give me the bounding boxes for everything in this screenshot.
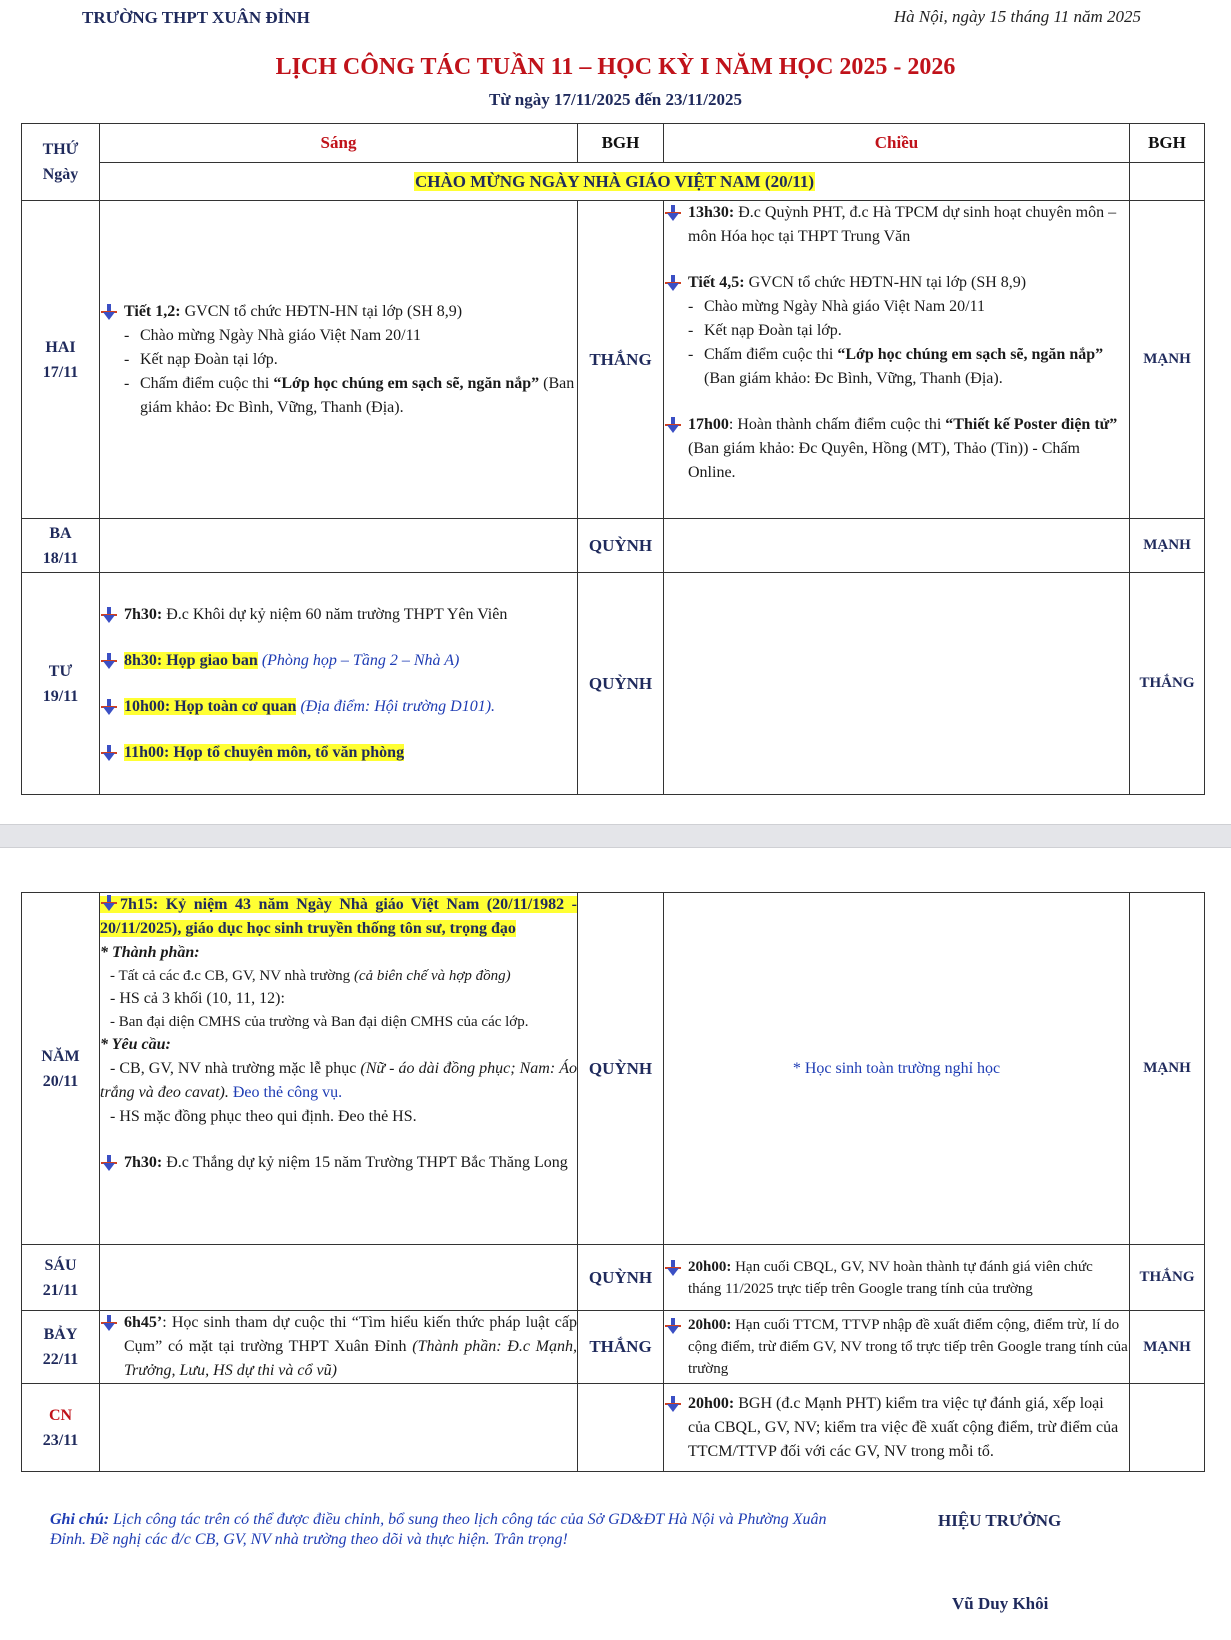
list-item: 6h45’: Học sinh tham dự cuộc thi “Tìm hiểu kiến thức pháp luật cấp Cụm” có mặt tại trường THPT Xuân Đỉnh (Thành phần: Đ.c Mạnh, Trưởng, Lưu, HS dự thi và cổ vũ) bbox=[100, 1311, 577, 1383]
celebration-banner: CHÀO MỪNG NGÀY NHÀ GIÁO VIỆT NAM (20/11) bbox=[100, 163, 1130, 201]
schedule-table-part1 bbox=[21, 123, 1205, 795]
arrow-down-bullet-icon bbox=[664, 416, 682, 434]
arrow-down-bullet-icon bbox=[100, 894, 118, 912]
bgh-afternoon-hai: MẠNH bbox=[1130, 201, 1205, 519]
morning-bay bbox=[100, 1311, 578, 1384]
morning-tu bbox=[100, 573, 578, 795]
row-hai bbox=[22, 201, 1205, 519]
list-item: 7h30: Đ.c Khôi dự kỷ niệm 60 năm trường THPT Yên Viên bbox=[100, 603, 577, 627]
row-tu bbox=[22, 573, 1205, 795]
day-cell-cn: CN 23/11 bbox=[22, 1384, 100, 1472]
header-thu-ngay bbox=[22, 124, 100, 201]
afternoon-nam: * Học sinh toàn trường nghỉ học bbox=[664, 893, 1130, 1245]
arrow-down-bullet-icon bbox=[664, 1395, 682, 1413]
header-chieu: Chiều bbox=[664, 124, 1130, 163]
sub-item: - Chấm điểm cuộc thi “Lớp học chúng em sạch sẽ, ngăn nắp” (Ban giám khảo: Đc Bình, Vững, Thanh (Địa). bbox=[124, 374, 575, 416]
bgh-morning-hai: THẮNG bbox=[578, 201, 664, 519]
bgh-afternoon-nam: MẠNH bbox=[1130, 893, 1205, 1245]
afternoon-tu bbox=[664, 573, 1130, 795]
arrow-down-bullet-icon bbox=[100, 698, 118, 716]
page-break-separator bbox=[0, 824, 1231, 848]
header-thu: THỨ bbox=[42, 141, 79, 158]
arrow-down-bullet-icon bbox=[100, 606, 118, 624]
date-range: Từ ngày 17/11/2025 đến 23/11/2025 bbox=[489, 90, 742, 109]
sub-item: - Chào mừng Ngày Nhà giáo Việt Nam 20/11 bbox=[688, 298, 985, 315]
arrow-down-bullet-icon bbox=[100, 1154, 118, 1172]
schedule-table-part2 bbox=[21, 892, 1205, 1472]
bgh-afternoon-cn bbox=[1130, 1384, 1205, 1472]
list-item: 20h00: Hạn cuối CBQL, GV, NV hoàn thành tự đánh giá viên chức tháng 11/2025 trực tiếp trên Google trang tính của trường bbox=[664, 1256, 1129, 1300]
row-bay bbox=[22, 1311, 1205, 1384]
signature-title: HIỆU TRƯỞNG bbox=[938, 1511, 1062, 1530]
footer-note: Ghi chú: Lịch công tác trên có thể được điều chỉnh, bổ sung theo lịch công tác của Sở GD&ĐT Hà Nội và Phường Xuân Đỉnh. Đề nghị các đ/c CB, GV, NV nhà trường theo dõi và thực hiện. Trân trọng! bbox=[50, 1511, 827, 1548]
sub-item: - Kết nạp Đoàn tại lớp. bbox=[124, 350, 278, 368]
afternoon-bay bbox=[664, 1311, 1130, 1384]
school-name: TRƯỜNG THPT XUÂN ĐỈNH bbox=[82, 8, 310, 27]
arrow-down-bullet-icon bbox=[664, 1317, 682, 1335]
bgh-afternoon-ba: MẠNH bbox=[1130, 519, 1205, 573]
bgh-morning-cn bbox=[578, 1384, 664, 1472]
bgh-afternoon-tu: THẮNG bbox=[1130, 573, 1205, 795]
list-item: 20h00: Hạn cuối TTCM, TTVP nhập đề xuất điểm cộng, điểm trừ, lí do cộng điểm, trừ điểm GV, NV trong tổ trực tiếp trên Google trang tính của trường bbox=[664, 1314, 1129, 1380]
bgh-morning-sau: QUỲNH bbox=[578, 1245, 664, 1311]
signature-name: Vũ Duy Khôi bbox=[952, 1594, 1049, 1613]
afternoon-ba bbox=[664, 519, 1130, 573]
list-item: 10h00: Họp toàn cơ quan (Địa điểm: Hội trường D101). bbox=[100, 695, 577, 719]
sub-item: - Kết nạp Đoàn tại lớp. bbox=[688, 322, 842, 339]
header-bgh-sang: BGH bbox=[578, 124, 664, 163]
bgh-morning-nam: QUỲNH bbox=[578, 893, 664, 1245]
issue-date: Hà Nội, ngày 15 tháng 11 năm 2025 bbox=[893, 7, 1141, 26]
list-item: 20h00: BGH (đ.c Mạnh PHT) kiểm tra việc tự đánh giá, xếp loại của CBQL, GV, NV; kiểm tra việc đề xuất cộng điểm, trừ điểm của TTCM/TTVP đối với các GV, NV trong mỗi tổ. bbox=[664, 1392, 1129, 1464]
bgh-morning-tu: QUỲNH bbox=[578, 573, 664, 795]
bgh-afternoon-sau: THẮNG bbox=[1130, 1245, 1205, 1311]
afternoon-sau bbox=[664, 1245, 1130, 1311]
arrow-down-bullet-icon bbox=[664, 204, 682, 222]
header-sang: Sáng bbox=[100, 124, 578, 163]
day-cell-nam: NĂM 20/11 bbox=[22, 893, 100, 1245]
list-item: 17h00: Hoàn thành chấm điểm cuộc thi “Thiết kế Poster điện tử” (Ban giám khảo: Đc Quyên, Hồng (MT), Thảo (Tin)) - Chấm Online. bbox=[664, 413, 1129, 485]
bgh-afternoon-bay: MẠNH bbox=[1130, 1311, 1205, 1384]
arrow-down-bullet-icon bbox=[100, 1314, 118, 1332]
bgh-morning-bay: THẮNG bbox=[578, 1311, 664, 1384]
afternoon-hai bbox=[664, 201, 1130, 519]
morning-ba bbox=[100, 519, 578, 573]
arrow-down-bullet-icon bbox=[100, 303, 118, 321]
day-cell-tu: TƯ 19/11 bbox=[22, 573, 100, 795]
day-cell-bay: BẢY 22/11 bbox=[22, 1311, 100, 1384]
row-nam bbox=[22, 893, 1205, 1245]
list-item: 8h30: Họp giao ban (Phòng họp – Tầng 2 – Nhà A) bbox=[100, 649, 577, 673]
arrow-down-bullet-icon bbox=[664, 274, 682, 292]
page-title: LỊCH CÔNG TÁC TUẦN 11 – HỌC KỲ I NĂM HỌC 2025 - 2026 bbox=[275, 54, 956, 80]
list-item: Tiết 1,2: GVCN tổ chức HĐTN-HN tại lớp (SH 8,9) bbox=[100, 300, 577, 324]
day-cell-ba: BA 18/11 bbox=[22, 519, 100, 573]
morning-hai bbox=[100, 201, 578, 519]
list-item: 7h30: Đ.c Thắng dự kỷ niệm 15 năm Trường THPT Bắc Thăng Long bbox=[100, 1151, 577, 1175]
row-sau bbox=[22, 1245, 1205, 1311]
arrow-down-bullet-icon bbox=[664, 1259, 682, 1277]
list-item: 13h30: Đ.c Quỳnh PHT, đ.c Hà TPCM dự sinh hoạt chuyên môn – môn Hóa học tại THPT Trung Văn bbox=[664, 201, 1129, 249]
morning-nam: 7h15: Kỷ niệm 43 năm Ngày Nhà giáo Việt Nam (20/11/1982 - 20/11/2025), giáo dục học sinh truyền thống tôn sư, trọng đạo * Thành phần: - Tất cả các đ.c CB, GV, NV nhà trường (cả biên chế và hợp đồng) - HS cả 3 khối (10, 11, 12): - Ban đại diện CMHS của trường và Ban đại diện CMHS của các lớp. * Yêu cầu: - CB, GV, NV nhà trường mặc lễ phục (Nữ - áo dài đồng phục; Nam: Áo trắng và đeo cavat). Đeo thẻ công vụ. - HS mặc đồng phục theo qui định. Đeo thẻ HS. 7h30: Đ.c Thắng dự kỷ niệm 15 năm Trường THPT Bắc Thăng Long bbox=[100, 893, 578, 1245]
row-cn bbox=[22, 1384, 1205, 1472]
header-ngay: Ngày bbox=[42, 166, 79, 183]
header-bgh-chieu: BGH bbox=[1130, 124, 1205, 163]
day-cell-sau: SÁU 21/11 bbox=[22, 1245, 100, 1311]
list-item: 7h15: Kỷ niệm 43 năm Ngày Nhà giáo Việt Nam (20/11/1982 - 20/11/2025), giáo dục học sinh truyền thống tôn sư, trọng đạo bbox=[100, 896, 577, 937]
morning-sau bbox=[100, 1245, 578, 1311]
sub-item: - Chấm điểm cuộc thi “Lớp học chúng em sạch sẽ, ngăn nắp” (Ban giám khảo: Đc Bình, Vững, Thanh (Địa). bbox=[688, 346, 1104, 387]
arrow-down-bullet-icon bbox=[100, 744, 118, 762]
bgh-morning-ba: QUỲNH bbox=[578, 519, 664, 573]
afternoon-cn bbox=[664, 1384, 1130, 1472]
arrow-down-bullet-icon bbox=[100, 652, 118, 670]
list-item: 11h00: Họp tổ chuyên môn, tổ văn phòng bbox=[100, 741, 577, 765]
morning-cn bbox=[100, 1384, 578, 1472]
row-ba bbox=[22, 519, 1205, 573]
list-item: Tiết 4,5: GVCN tổ chức HĐTN-HN tại lớp (SH 8,9) bbox=[664, 271, 1129, 295]
day-cell-hai: HAI 17/11 bbox=[22, 201, 100, 519]
sub-item: - Chào mừng Ngày Nhà giáo Việt Nam 20/11 bbox=[124, 326, 421, 344]
